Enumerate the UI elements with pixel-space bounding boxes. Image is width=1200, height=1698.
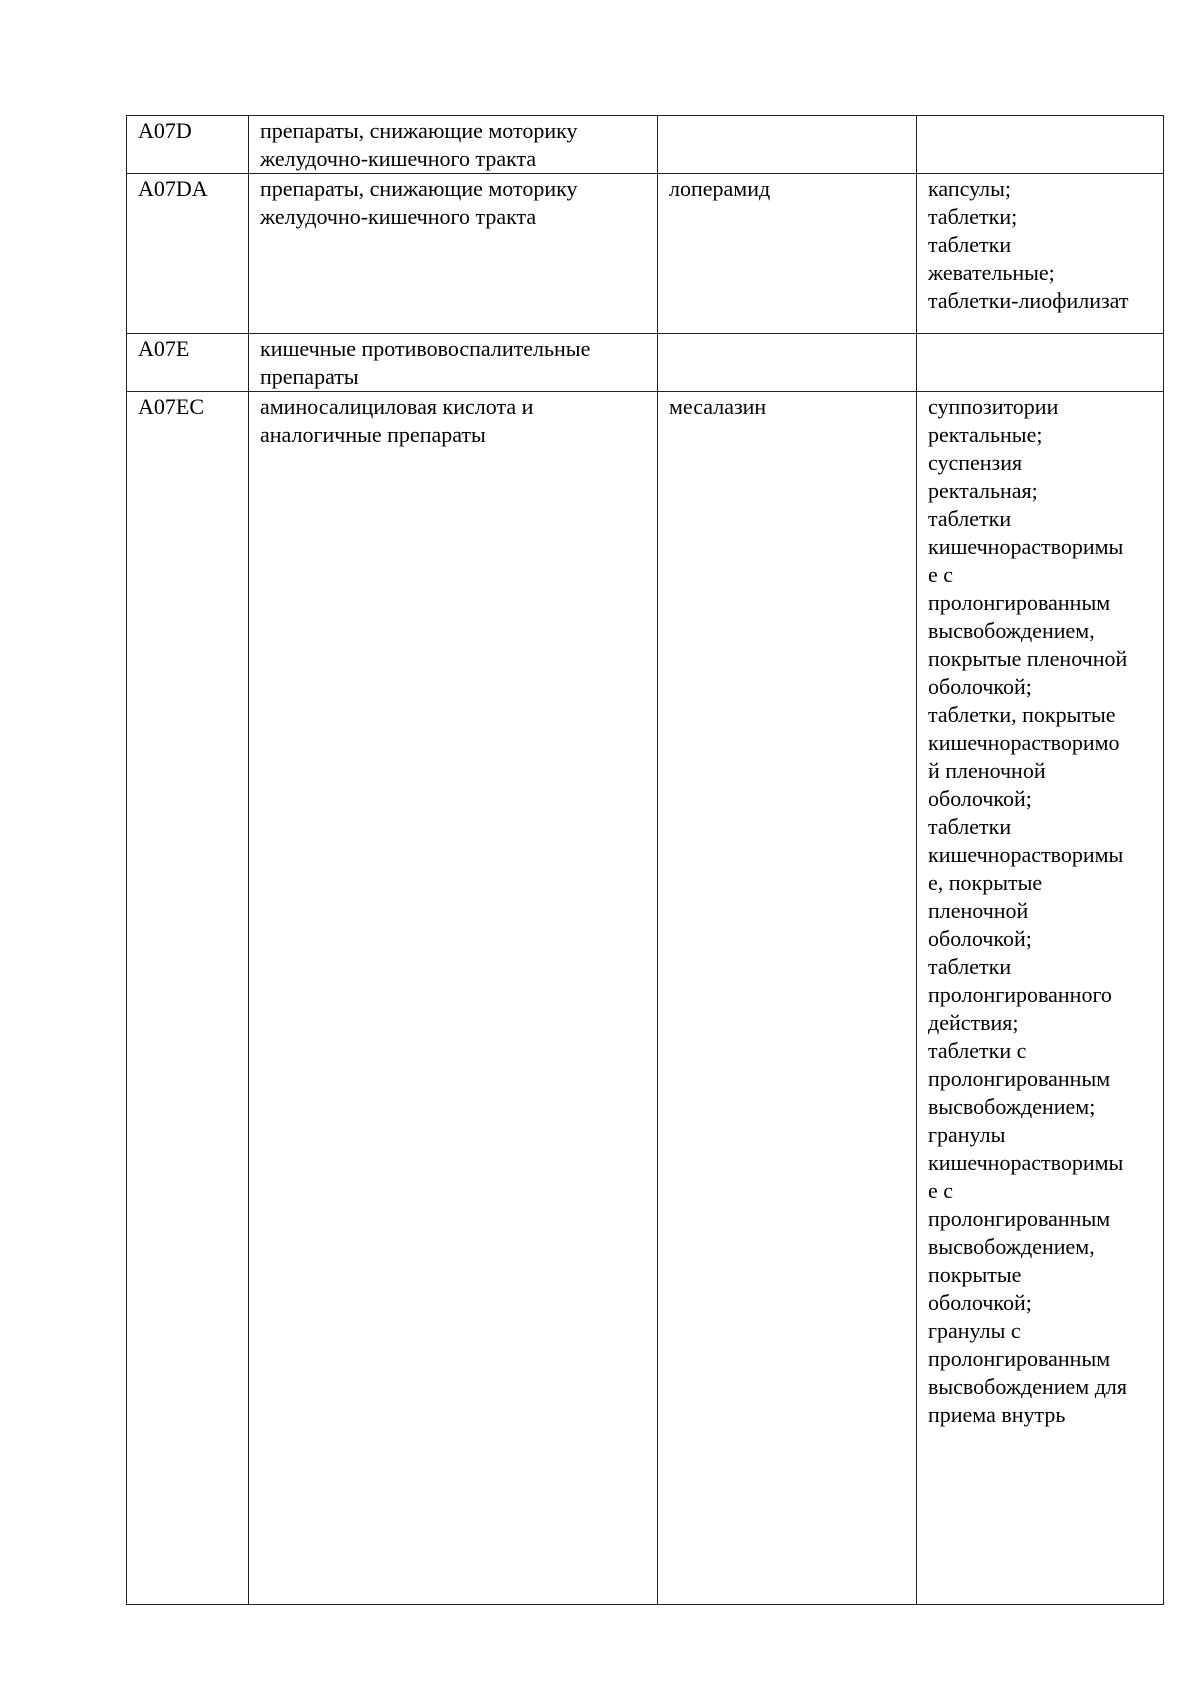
atc-group-cell: препараты, снижающие моторику желудочно-кишечного тракта [249,116,658,174]
atc-group-cell: кишечные противовоспалительные препараты [249,334,658,392]
dosage-form-cell: суппозитории ректальные; суспензия ректальная; таблетки кишечнорастворимы е с пролонгированным высвобождением, покрытые пленочной оболочкой; таблетки, покрытые кишечнорастворимо й пленочной оболочкой; таблетки кишечнорастворимы е, покрытые пленочной оболочкой; таблетки пролонгированного действия; таблетки с пролонгированным высвобождением; гранулы кишечнорастворимы е с пролонгированным высвобождением, покрытые оболочкой; гранулы с пролонгированным высвобождением для приема внутрь [917,392,1164,1605]
table-row [127,116,1164,174]
table-row [127,174,1164,334]
dosage-form-cell [917,116,1164,174]
atc-group-cell: аминосалициловая кислота и аналогичные препараты [249,392,658,1605]
atc-code-cell: A07D [127,116,249,174]
inn-cell [658,116,917,174]
dosage-form-cell [917,334,1164,392]
inn-cell: месалазин [658,392,917,1605]
dosage-form-cell: капсулы; таблетки; таблетки жевательные; таблетки-лиофилизат [917,174,1164,334]
atc-code-cell: A07EC [127,392,249,1605]
drug-table [126,115,1164,1605]
table-row [127,392,1164,1605]
inn-cell: лоперамид [658,174,917,334]
atc-group-cell: препараты, снижающие моторику желудочно-кишечного тракта [249,174,658,334]
inn-cell [658,334,917,392]
table-row [127,334,1164,392]
atc-code-cell: A07E [127,334,249,392]
atc-code-cell: A07DA [127,174,249,334]
